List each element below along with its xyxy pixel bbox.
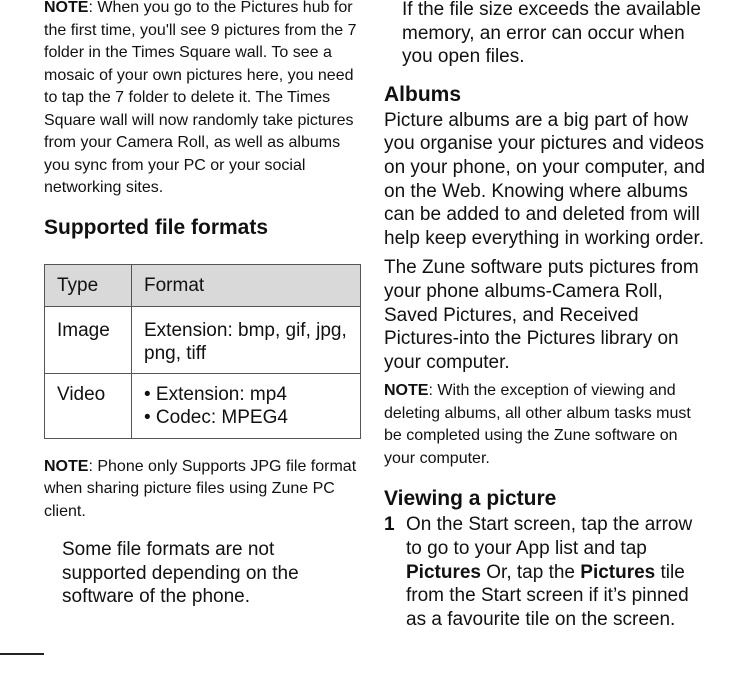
pictures-term: Pictures — [580, 561, 656, 583]
left-column — [44, 0, 364, 609]
cell-type-image: Image — [45, 306, 132, 373]
header-type: Type — [45, 264, 132, 306]
note-label: NOTE — [44, 457, 89, 475]
cell-format-video — [132, 373, 361, 438]
header-format: Format — [132, 264, 361, 306]
heading-albums: Albums — [384, 82, 462, 106]
formats-table — [44, 264, 361, 439]
note-label: NOTE — [44, 0, 89, 16]
note-text: : When you go to the Pictures hub for the first time, you'll see 9 pictures from the 7 folder in the Times Square wall. To see a mosaic of your own pictures here, you need to tap the 7 folder to delete it. The Times Square wall will now randomly take pictures from your Camera Roll, as well as albums you sync from your PC or your social networking sites. — [44, 0, 357, 196]
note-text: : With the exception of viewing and deleting albums, all other album tasks must be completed using the Zune software on your computer. — [384, 382, 691, 467]
step-text-part: tile from the Start screen if it’s pinned as a favourite tile on the screen. — [406, 561, 689, 630]
step-text — [406, 513, 712, 631]
heading-viewing-picture: Viewing a picture — [384, 487, 557, 511]
footer-rule — [0, 653, 44, 655]
video-codec: • Codec: MPEG4 — [144, 406, 288, 428]
step-number: 1 — [384, 514, 395, 536]
cell-type-video: Video — [45, 373, 132, 438]
pictures-term: Pictures — [406, 561, 481, 583]
albums-paragraph-1: Picture albums are a big part of how you organise your pictures and videos on your phone, on your computer, and on the Web. Knowing where albums can be added to and deleted from will help keep everything in working order. — [384, 109, 706, 249]
step-1 — [384, 513, 712, 631]
note-label: NOTE — [384, 382, 429, 400]
note-album-tasks — [384, 380, 704, 470]
video-extension: • Extension: mp4 — [144, 383, 287, 405]
para-file-size: If the file size exceeds the available memory, an error can occur when you open files. — [402, 0, 701, 68]
para-unsupported-formats: Some file formats are not supported depending on the software of the phone. — [62, 539, 299, 608]
table-row — [45, 373, 361, 438]
note-first-time — [44, 0, 364, 200]
cell-format-image: Extension: bmp, gif, jpg, png, tiff — [132, 306, 361, 373]
note-text: : Phone only Supports JPG file format when sharing picture files using Zune PC client. — [44, 457, 357, 520]
heading-supported-formats: Supported file formats — [44, 215, 269, 239]
step-text-part: Or, tap the — [480, 561, 581, 583]
right-column — [384, 0, 712, 631]
step-text-part: On the Start screen, tap the arrow to go to your App list and tap — [406, 514, 693, 559]
table-row — [45, 306, 361, 373]
albums-paragraph-2: The Zune software puts pictures from your phone albums-Camera Roll, Saved Pictures, and Received Pictures-into the Pictures library on your computer. — [384, 257, 699, 373]
table-header-row — [45, 264, 361, 306]
note-jpg-only — [44, 456, 364, 524]
